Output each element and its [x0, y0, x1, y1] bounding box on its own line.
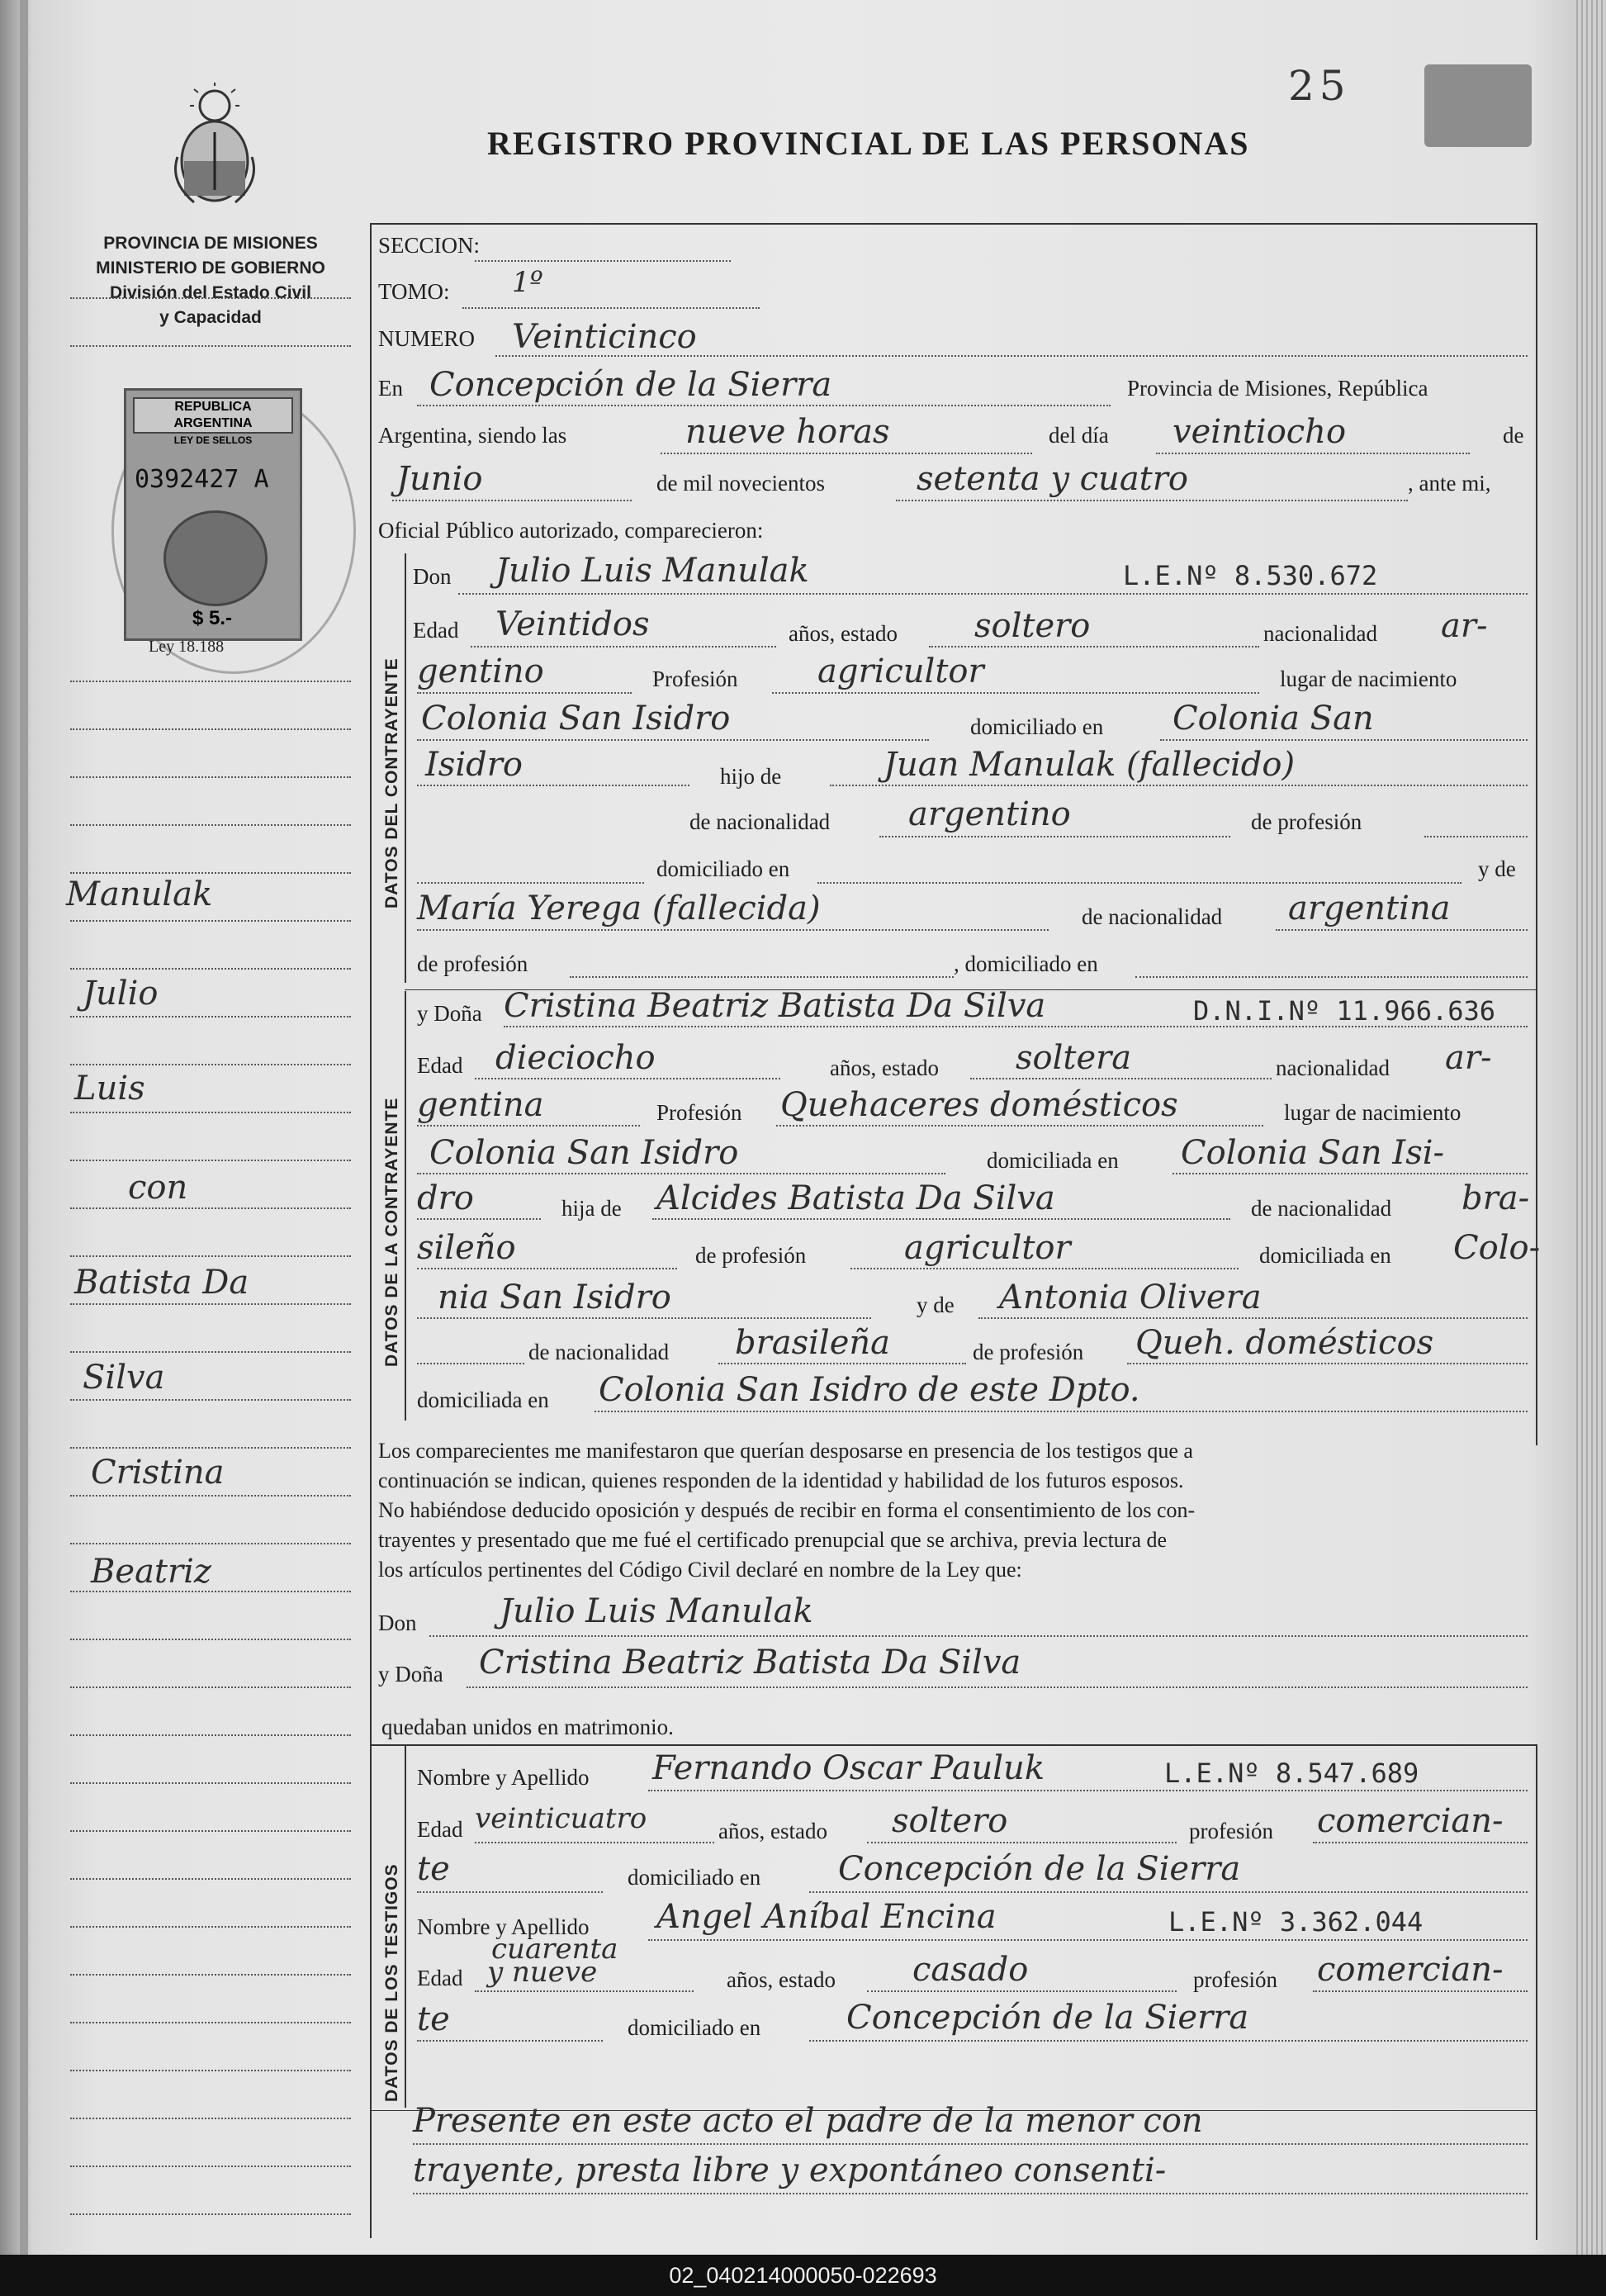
margin-rule — [70, 1830, 351, 1832]
don-label: Don — [413, 564, 452, 589]
form-top-border — [370, 223, 1537, 225]
margin-rule — [70, 1926, 351, 1928]
hija-de-label: hija de — [561, 1196, 622, 1221]
profesion-label: Profesión — [652, 667, 738, 691]
groom-nationality-cont: gentino — [417, 652, 544, 690]
oficial-label: Oficial Público autorizado, comparecieron: — [378, 518, 764, 543]
groom-address: Colonia San — [1173, 700, 1374, 738]
edad-label: Edad — [417, 1817, 463, 1842]
lugar-nacimiento-label: lugar de nacimiento — [1284, 1100, 1462, 1125]
witness1-age: veinticuatro — [475, 1802, 647, 1835]
issuer-line: MINISTERIO DE GOBIERNO — [96, 259, 325, 278]
groom-nationality: ar- — [1441, 607, 1488, 645]
declaration-line: Los comparecientes me manifestaron que querían desposarse en presencia de los testigos que a — [378, 1439, 1193, 1463]
bride-status: soltera — [1016, 1039, 1132, 1077]
bride-address: Colonia San Isi- — [1181, 1134, 1445, 1172]
margin-rule — [70, 1447, 351, 1449]
issuer-line: División del Estado Civil — [110, 283, 311, 302]
de-mil-label: de mil novecientos — [656, 471, 825, 496]
declared-groom: Julio Luis Manulak — [500, 1592, 813, 1630]
margin-note: Cristina — [91, 1454, 225, 1492]
margin-note: Silva — [83, 1359, 165, 1397]
y-de-label: y de — [917, 1293, 955, 1317]
margin-note: Julio — [83, 975, 159, 1013]
margin-rule — [70, 1160, 351, 1161]
margin-rule — [70, 2118, 351, 2119]
hora-value: nueve horas — [685, 413, 890, 451]
anio-value: setenta y cuatro — [917, 460, 1188, 498]
groom-father: Juan Manulak (fallecido) — [884, 746, 1296, 784]
declaration-line: los artículos pertinentes del Código Civil declaré en nombre de la Ley que: — [378, 1558, 1022, 1582]
groom-birthplace: Colonia San Isidro — [421, 700, 731, 738]
margin-rule — [70, 1495, 351, 1497]
argentina-label: Argentina, siendo las — [378, 423, 567, 448]
de-nacionalidad-label: de nacionalidad — [1251, 1196, 1392, 1221]
margin-note: Beatriz — [91, 1553, 211, 1591]
margin-rule — [70, 1016, 351, 1018]
ante-mi-label: , ante mi, — [1408, 471, 1491, 496]
margin-note: Luis — [74, 1070, 145, 1108]
anos-estado-label: años, estado — [718, 1819, 827, 1843]
coat-of-arms-icon — [169, 83, 260, 206]
witness2-name: Angel Aníbal Encina — [656, 1898, 997, 1936]
witness1-profession: comercian- — [1317, 1802, 1504, 1840]
margin-rule — [70, 728, 351, 730]
nombre-apellido-label: Nombre y Apellido — [417, 1914, 590, 1939]
declaration-line: continuación se indican, quienes responden de la identidad y habilidad de los futuros esposos. — [378, 1468, 1184, 1492]
witness1-document: L.E.Nº 8.547.689 — [1164, 1758, 1419, 1789]
lugar-nacimiento-label: lugar de nacimiento — [1280, 667, 1457, 691]
witness2-profession-cont: te — [417, 2000, 450, 2038]
image-id-footer: 02_040214000050-022693 — [0, 2255, 1606, 2296]
de-profesion-label: de profesión — [973, 1340, 1084, 1364]
form-left-border — [370, 223, 372, 2238]
y-dona-label: y Doña — [417, 1001, 482, 1026]
domiciliada-label: domiciliada en — [987, 1148, 1119, 1173]
de-profesion-label: de profesión — [417, 951, 528, 976]
profesion-label: profesión — [1189, 1819, 1273, 1843]
margin-rule — [70, 968, 351, 970]
bride-father-nationality-cont: sileño — [417, 1229, 516, 1267]
witness2-age-cont: y nueve — [487, 1956, 598, 1989]
groom-mother-nationality: argentina — [1288, 889, 1451, 927]
groom-father-nationality: argentino — [908, 795, 1071, 833]
margin-rule — [70, 297, 351, 299]
margin-rule — [70, 1734, 351, 1736]
declaration-line: No habiéndose deducido oposición y después de recibir en forma el consentimiento de los con- — [378, 1498, 1196, 1522]
side-label-bride: DATOS DE LA CONTRAYENTE — [382, 1097, 401, 1367]
margin-rule — [70, 1303, 351, 1305]
groom-age: Veintidos — [495, 605, 650, 643]
margin-rule — [70, 2166, 351, 2167]
witness2-address: Concepción de la Sierra — [846, 1999, 1249, 2037]
declaration-line: trayentes y presentado que me fué el certificado prenupcial que se archiva, previa lectura de — [378, 1528, 1168, 1552]
groom-profession: agricultor — [817, 652, 984, 690]
margin-rule — [70, 1974, 351, 1976]
numero-label: NUMERO — [378, 326, 476, 351]
de-nacionalidad-label: de nacionalidad — [528, 1340, 670, 1364]
nacionalidad-label: nacionalidad — [1276, 1055, 1390, 1080]
stamp-header: REPUBLICA ARGENTINA LEY DE SELLOS — [133, 397, 293, 434]
tomo-label: TOMO: — [378, 279, 450, 304]
hijo-de-label: hijo de — [720, 764, 782, 789]
fiscal-stamp — [124, 388, 302, 641]
note-line: Presente en este acto el padre de la menor con — [413, 2102, 1203, 2140]
margin-rule — [70, 1207, 351, 1209]
margin-rule — [70, 681, 351, 682]
de-profesion-label: de profesión — [1251, 809, 1362, 834]
profesion-label: Profesión — [656, 1100, 742, 1125]
de-nacionalidad-label: de nacionalidad — [1082, 904, 1223, 929]
margin-note: con — [128, 1169, 188, 1207]
note-line: trayente, presta libre y expontáneo consenti- — [413, 2151, 1167, 2189]
stamp-emblem-icon — [163, 510, 268, 606]
issuer-block — [66, 231, 355, 330]
margin-rule — [70, 1351, 351, 1353]
domiciliado-label: domiciliado en — [656, 856, 790, 881]
tomo-value: 1º — [512, 266, 543, 299]
witness1-address: Concepción de la Sierra — [838, 1850, 1241, 1888]
y-dona-label: y Doña — [378, 1662, 443, 1686]
issuer-line: y Capacidad — [159, 308, 262, 327]
numero-value: Veinticinco — [512, 318, 697, 356]
margin-rule — [70, 2213, 351, 2215]
domiciliado-label: domiciliado en — [628, 1865, 761, 1890]
margin-rule — [70, 2070, 351, 2071]
bride-document: D.N.I.Nº 11.966.636 — [1193, 995, 1496, 1027]
margin-rule — [70, 872, 351, 874]
margin-rule — [70, 1543, 351, 1544]
page-number: 25 — [1288, 62, 1351, 110]
margin-rule — [70, 1686, 351, 1688]
margin-rule — [70, 345, 351, 347]
bride-mother-address: Colonia San Isidro de este Dpto. — [599, 1371, 1140, 1409]
nacionalidad-label: nacionalidad — [1263, 621, 1377, 646]
domiciliado-label: domiciliado en — [628, 2015, 761, 2040]
declared-bride: Cristina Beatriz Batista Da Silva — [479, 1644, 1021, 1682]
domiciliado-label: domiciliado en — [970, 714, 1104, 739]
bride-birthplace: Colonia San Isidro — [429, 1134, 739, 1172]
witness1-profession-cont: te — [417, 1850, 450, 1888]
bride-nationality-cont: gentina — [417, 1086, 544, 1124]
groom-document: L.E.Nº 8.530.672 — [1123, 560, 1378, 591]
margin-rule — [70, 1255, 351, 1257]
margin-note: Batista Da — [74, 1264, 249, 1302]
margin-rule — [70, 2022, 351, 2023]
groom-status: soltero — [974, 607, 1091, 645]
groom-mother: María Yerega (fallecida) — [417, 889, 821, 927]
bride-mother-nationality: brasileña — [735, 1324, 890, 1362]
bride-father-nationality: bra- — [1462, 1179, 1530, 1217]
anos-estado-label: años, estado — [727, 1967, 836, 1992]
dia-value: veintiocho — [1173, 413, 1347, 451]
domiciliada-label: domiciliada en — [1259, 1243, 1391, 1268]
bride-age: dieciocho — [495, 1039, 656, 1077]
witness1-status: soltero — [892, 1802, 1008, 1840]
stamp-number: 0392427 A — [135, 465, 269, 494]
stamp-value: $ 5.- — [192, 607, 233, 629]
page-number-stamp — [1424, 64, 1532, 147]
bride-father-address: Colo- — [1453, 1229, 1541, 1267]
domiciliada-label: domiciliada en — [417, 1388, 549, 1412]
bride-profession: Quehaceres domésticos — [780, 1086, 1178, 1124]
groom-name: Julio Luis Manulak — [495, 552, 809, 590]
bride-father: Alcides Batista Da Silva — [656, 1179, 1055, 1217]
profesion-label: profesión — [1193, 1967, 1277, 1992]
nombre-apellido-label: Nombre y Apellido — [417, 1765, 590, 1790]
edad-label: Edad — [417, 1053, 463, 1078]
bride-address-cont: dro — [417, 1179, 474, 1217]
witness2-status: casado — [912, 1951, 1029, 1989]
witness2-document: L.E.Nº 3.362.044 — [1168, 1906, 1424, 1938]
witness2-age: cuarenta — [491, 1933, 618, 1966]
lugar-value: Concepción de la Sierra — [429, 366, 832, 404]
bride-father-profession: agricultor — [904, 1229, 1071, 1267]
page-stack-edge — [1573, 0, 1606, 2255]
married-statement: quedaban unidos en matrimonio. — [381, 1715, 674, 1739]
de-label: de — [1503, 423, 1524, 448]
margin-rule — [70, 1591, 351, 1592]
margin-rule — [70, 1782, 351, 1784]
en-label: En — [378, 376, 403, 401]
seccion-label: SECCION: — [378, 233, 481, 258]
witness1-name: Fernando Oscar Pauluk — [652, 1749, 1045, 1787]
de-profesion-label: de profesión — [695, 1243, 807, 1268]
edad-label: Edad — [413, 618, 459, 643]
margin-rule — [70, 1639, 351, 1640]
page-title: REGISTRO PROVINCIAL DE LAS PERSONAS — [487, 125, 1250, 162]
groom-address-cont: Isidro — [425, 746, 523, 784]
anos-estado-label: años, estado — [789, 621, 898, 646]
bride-mother-profession: Queh. domésticos — [1135, 1324, 1434, 1362]
de-nacionalidad-label: de nacionalidad — [689, 809, 831, 834]
mes-value: Junio — [396, 460, 483, 498]
side-label-witnesses: DATOS DE LOS TESTIGOS — [382, 1863, 401, 2102]
margin-rule — [70, 1112, 351, 1113]
issuer-line: PROVINCIA DE MISIONES — [103, 234, 318, 253]
margin-rule — [70, 776, 351, 778]
bride-mother: Antonia Olivera — [999, 1278, 1262, 1316]
margin-rule — [70, 1064, 351, 1065]
domiciliado-label: , domiciliado en — [954, 951, 1098, 976]
stamp-law: Ley 18.188 — [149, 638, 225, 656]
margin-rule — [70, 920, 351, 922]
margin-note: Manulak — [66, 875, 213, 913]
provincia-label: Provincia de Misiones, República — [1127, 376, 1428, 401]
bride-nationality: ar- — [1445, 1039, 1492, 1077]
bride-father-address-cont: nia San Isidro — [438, 1278, 671, 1316]
margin-rule — [70, 1399, 351, 1401]
edad-label: Edad — [417, 1966, 463, 1990]
margin-rule — [70, 1878, 351, 1880]
binding-spine — [20, 0, 28, 2255]
witness2-profession: comercian- — [1317, 1951, 1504, 1989]
del-dia-label: del día — [1049, 423, 1109, 448]
don-label: Don — [378, 1611, 417, 1635]
anos-estado-label: años, estado — [830, 1055, 939, 1080]
side-label-groom: DATOS DEL CONTRAYENTE — [382, 657, 401, 908]
y-de-label: y de — [1478, 856, 1516, 881]
margin-rule — [70, 824, 351, 826]
bride-name: Cristina Beatriz Batista Da Silva — [504, 987, 1046, 1025]
